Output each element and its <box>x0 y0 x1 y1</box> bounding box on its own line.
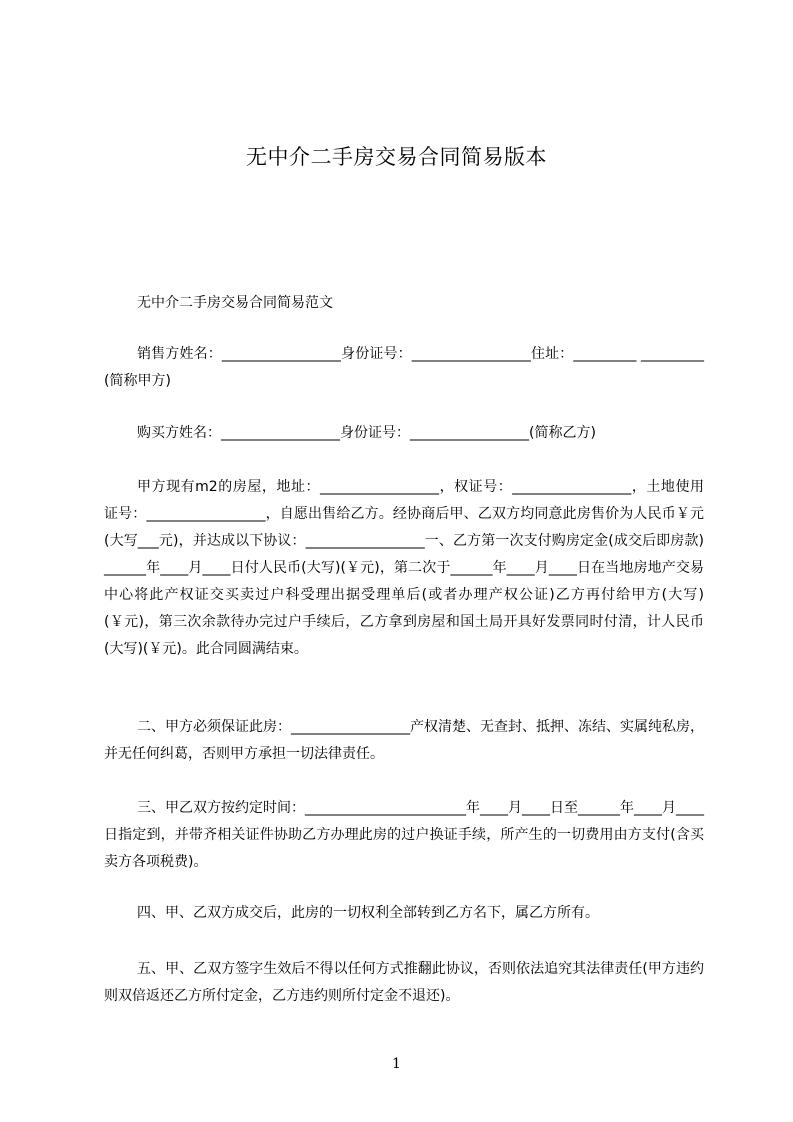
clause-1-paragraph: 甲方现有m2的房屋，地址：_________________，权证号：_________________，土地使用证号：_________________，自愿出售给乙方。经协商后甲、乙双方均同意此房售价为人民币￥元(大写___元)，并达成以下协议：_________________一、乙方第一次支付购房定金(成交后即房款)______年____月____日付人民币(大写)(￥元)，第二次于______年____月____日在当地房地产交易中心将此产权证交买卖过户科受理出据受理单后(或者办理产权公证)乙方再付给甲方(大写)(￥元)，第三次余款待办完过户手续后，乙方拿到房屋和国土局开具好发票同时付清，计人民币(大写)(￥元)。此合同圆满结束。 <box>104 479 704 657</box>
seller-paragraph-block <box>104 341 704 395</box>
document-subtitle: 无中介二手房交易合同简易范文 <box>137 295 333 311</box>
seller-info-paragraph: 销售方姓名：_________________身份证号：_________________住址：_________ _________(简称甲方) <box>104 346 704 389</box>
clause-4-block <box>104 900 704 927</box>
clause-3-paragraph: 三、甲乙双方按约定时间：_______________________年____月____日至______年____月____日指定到，并带齐相关证件协助乙方办理此房的过户换证手续，所产生的一切费用由方支付(含买卖方各项税费)。 <box>104 800 704 870</box>
document-title: 无中介二手房交易合同简易版本 <box>246 145 547 169</box>
clause-3-block <box>104 795 704 876</box>
clause-5-block <box>104 956 704 1010</box>
clause-2-paragraph: 二、甲方必须保证此房：_________________产权清楚、无查封、抵押、冻结、实属纯私房，并无任何纠葛，否则甲方承担一切法律责任。 <box>104 719 704 762</box>
clause-2-block <box>104 714 704 768</box>
page-number: 1 <box>392 1056 401 1072</box>
clause-1-block <box>104 474 704 663</box>
clause-5-paragraph: 五、甲、乙双方签字生效后不得以任何方式推翻此协议，否则依法追究其法律责任(甲方违约则双倍返还乙方所付定金，乙方违约则所付定金不退还)。 <box>104 961 704 1004</box>
buyer-info-paragraph: 购买方姓名：_________________身份证号：_________________(简称乙方) <box>137 425 596 441</box>
buyer-paragraph-block <box>104 420 704 447</box>
clause-4-paragraph: 四、甲、乙双方成交后，此房的一切权利全部转到乙方名下，属乙方所有。 <box>137 905 599 921</box>
